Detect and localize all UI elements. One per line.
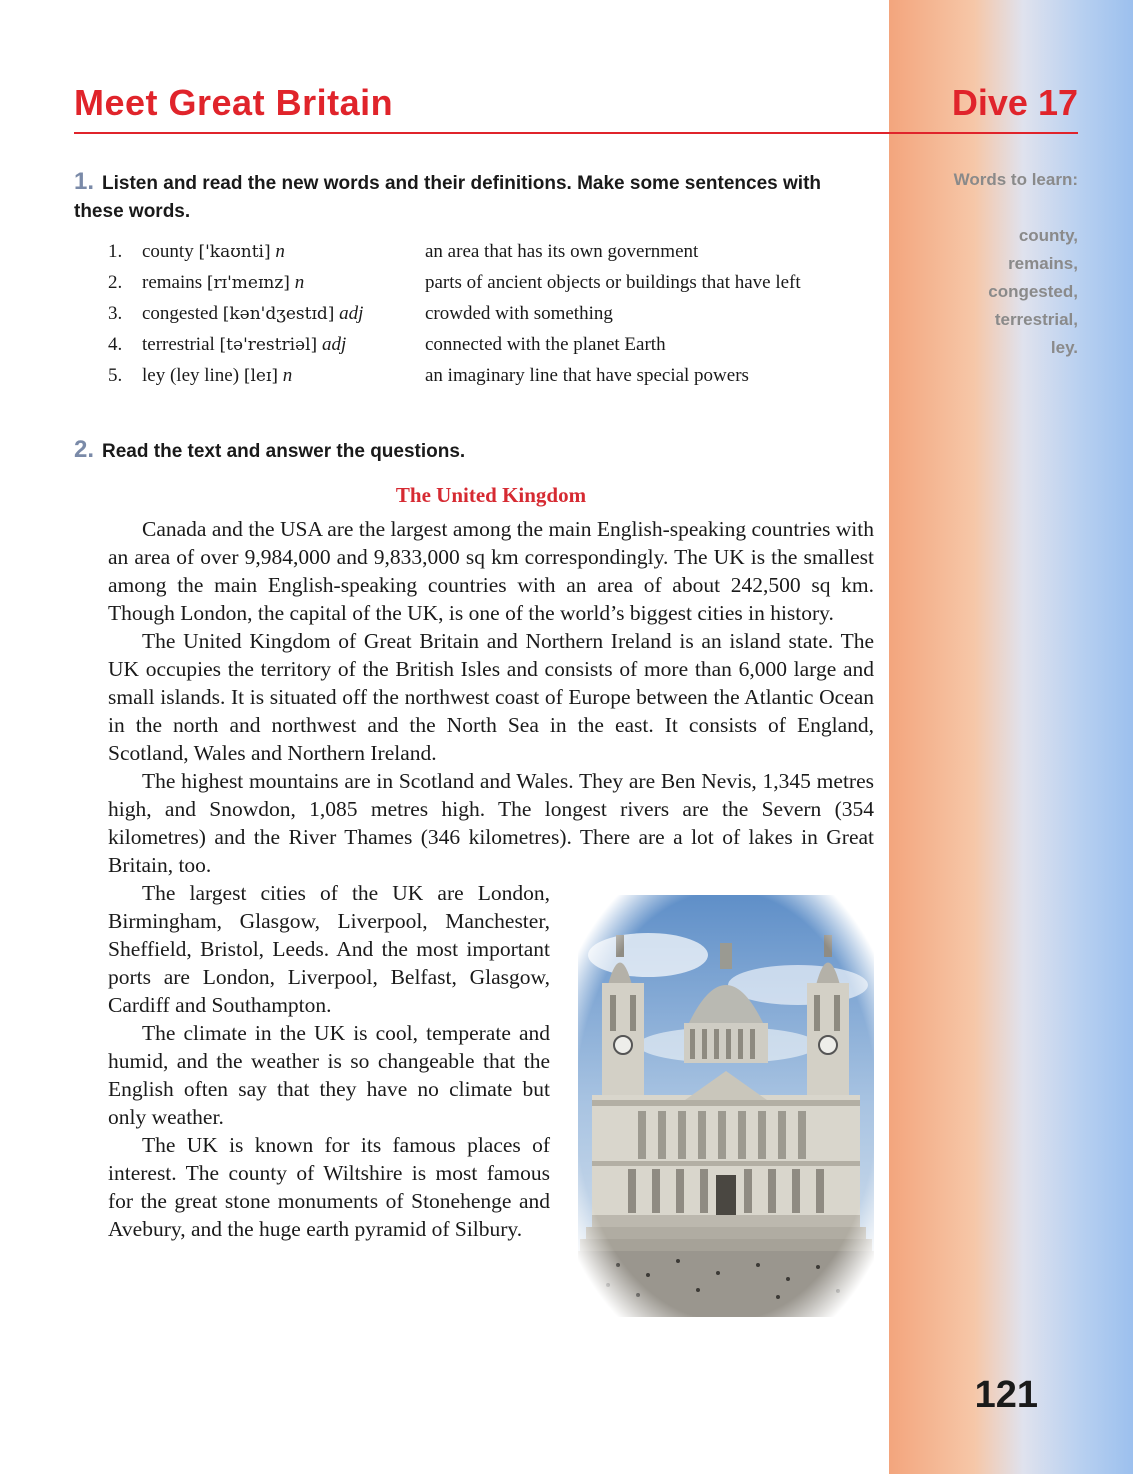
page-number: 121 [974, 1374, 1038, 1416]
vocab-pos: adj [321, 334, 347, 355]
vocab-term [142, 364, 425, 388]
unit-label: Dive 17 [951, 82, 1078, 123]
vocab-row [108, 271, 878, 295]
task-2-text: Read the text and answer the questions. [102, 441, 466, 462]
task-1-instruction [74, 168, 874, 226]
vocab-row [108, 364, 878, 388]
vocab-definition: crowded with something [425, 303, 613, 324]
vocab-transcription: [rɪ'meɪnz] [206, 273, 290, 293]
vocab-transcription: [tə'restriəl] [219, 335, 318, 355]
vocab-word: remains [142, 272, 207, 293]
vocab-definition: an imaginary line that have special powers [425, 365, 749, 386]
vocab-row [108, 302, 878, 326]
header-divider [74, 132, 1078, 134]
vocab-pos: n [282, 365, 293, 386]
vocab-transcription: ['kaʊnti] [198, 242, 271, 262]
vocab-row [108, 240, 878, 264]
vocab-term [142, 240, 425, 264]
task-2-number: 2. [74, 436, 95, 463]
word-item: remains, [1008, 254, 1078, 273]
vocab-transcription: [kən'dʒestɪd] [222, 304, 335, 324]
vocab-pos: n [275, 241, 285, 262]
words-to-learn-heading: Words to learn: [953, 170, 1078, 189]
reading-title: The United Kingdom [395, 483, 587, 507]
vocab-word: terrestrial [142, 334, 220, 355]
task-1-text: Listen and read the new words and their definitions. Make some sentences with these words. [74, 173, 822, 222]
vocab-word: congested [142, 303, 223, 324]
vocab-number: 5. [108, 365, 123, 386]
vocab-term [142, 302, 425, 326]
vocabulary-list [108, 240, 878, 395]
vocab-number: 1. [108, 241, 123, 262]
vocab-definition: connected with the planet Earth [425, 334, 666, 355]
vocab-word: county [142, 241, 199, 262]
word-item: congested, [988, 282, 1078, 301]
paragraph: The largest cities of the UK are London, Birmingham, Glasgow, Liverpool, Manchester, Sheffield, Bristol, Leeds. And the most important ports are London, Liverpool, Belfast, Glasgow, Cardiff and Southampton. [108, 881, 550, 1017]
vocab-row [108, 333, 878, 357]
page-title: Meet Great Britain [74, 82, 394, 123]
reading-text [108, 515, 874, 1317]
word-item: ley. [1050, 338, 1078, 357]
vocab-pos: n [294, 272, 305, 293]
paragraph: The highest mountains are in Scotland and Wales. They are Ben Nevis, 1,345 metres high, and Snowdon, 1,085 metres high. The longest rivers are the Severn (354 kilometres) and the River Thames (346 kilometres). There are a lot of lakes in Great Britain, too. [108, 769, 874, 877]
word-item: county, [1018, 226, 1078, 245]
paragraph: The climate in the UK is cool, temperate and humid, and the weather is so changeable that the English often say that they have no climate but only weather. [108, 1021, 550, 1129]
vocab-word: ley (ley line) [142, 365, 244, 386]
vocab-pos: adj [339, 303, 364, 324]
vocab-term [142, 333, 425, 357]
vocab-number: 4. [108, 334, 123, 355]
words-to-learn-box [878, 166, 1078, 362]
vocab-term [142, 271, 425, 295]
paragraph: The UK is known for its famous places of interest. The county of Wiltshire is most famous for the great stone monuments of Stonehenge and Avebury, and the huge earth pyramid of Silbury. [108, 1133, 550, 1241]
vocab-number: 2. [108, 272, 123, 293]
paragraph: The United Kingdom of Great Britain and Northern Ireland is an island state. The UK occupies the territory of the British Isles and consists of more than 6,000 large and small islands. It is situated off the northwest coast of Europe between the Atlantic Ocean in the north and northwest and the North Sea in the east. It consists of England, Scotland, Wales and Northern Ireland. [108, 629, 874, 765]
task-2-instruction [74, 436, 874, 466]
st-pauls-cathedral-photo [578, 895, 874, 1317]
vocab-number: 3. [108, 303, 123, 324]
paragraph: Canada and the USA are the largest among the main English-speaking countries with an area of over 9,984,000 and 9,833,000 sq km correspondingly. The UK is the smallest among the main English-speaking countries with an area of about 242,500 sq km. Though London, the capital of the UK, is one of the world’s biggest cities in history. [108, 517, 874, 625]
vocab-definition: parts of ancient objects or buildings that have left [425, 272, 801, 293]
word-item: terrestrial, [994, 310, 1078, 329]
vocab-definition: an area that has its own government [425, 241, 699, 262]
task-1-number: 1. [74, 168, 95, 195]
vocab-transcription: [leɪ] [243, 366, 279, 386]
